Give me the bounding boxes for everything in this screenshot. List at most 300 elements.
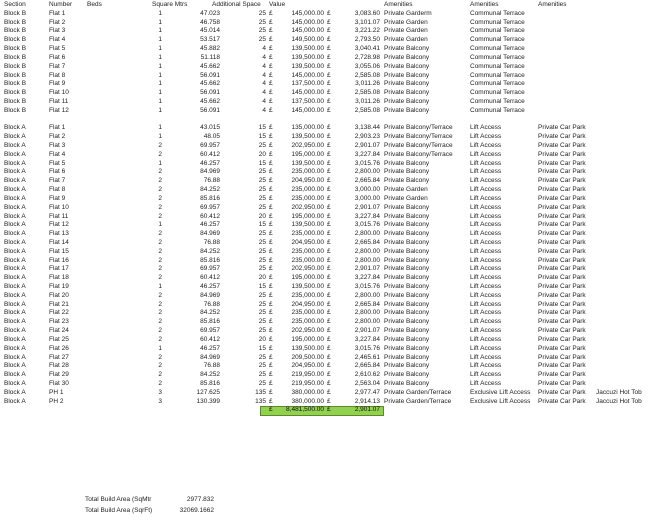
cell-amenity-1: Private Balcony	[384, 379, 430, 387]
cell-additional-space: 25	[258, 362, 266, 370]
table-row	[4, 45, 646, 54]
table-row	[4, 301, 646, 310]
table-row	[4, 160, 646, 169]
cell-amenity-3: Private Car Park	[538, 397, 586, 405]
cell-additional-space: 4	[262, 45, 266, 53]
cell-beds: 2	[158, 274, 162, 282]
cell-beds: 1	[158, 80, 162, 88]
currency-symbol: £	[269, 291, 273, 299]
cell-amenity-1: Private Balcony	[384, 283, 430, 290]
cell-square-mtrs: 130.399	[196, 397, 220, 405]
cell-price-per-sqm: 2,728.98	[354, 53, 380, 61]
cell-amenity-1: Private Balcony	[384, 238, 430, 246]
cell-number: Flat 7	[49, 62, 66, 70]
cell-square-mtrs: 127.625	[196, 388, 220, 396]
cell-price-per-sqm: 3,083.60	[354, 9, 380, 17]
cell-value: 209,500.00	[291, 353, 324, 361]
cell-beds: 1	[158, 97, 162, 105]
cell-additional-space: 4	[262, 53, 266, 61]
cell-square-mtrs: 46.257	[200, 221, 220, 229]
currency-symbol: £	[327, 379, 331, 387]
cell-amenity-1: Private Balcony	[384, 327, 430, 335]
cell-number: Flat 11	[49, 97, 69, 105]
cell-number: Flat 23	[49, 318, 69, 326]
cell-section: Block A	[4, 142, 26, 149]
currency-symbol: £	[269, 133, 273, 141]
cell-value: 139,500.00	[291, 344, 324, 352]
table-row	[4, 327, 646, 336]
cell-section: Block A	[4, 353, 26, 361]
cell-number: Flat 10	[49, 89, 69, 97]
cell-section: Block B	[4, 53, 27, 61]
currency-symbol: £	[269, 168, 273, 176]
currency-symbol: £	[327, 36, 331, 44]
cell-beds: 1	[158, 71, 162, 79]
cell-amenity-1: Private Garden	[384, 186, 428, 194]
table-row	[4, 19, 646, 28]
currency-symbol: £	[327, 212, 331, 220]
header-beds: Beds	[87, 1, 102, 8]
cell-section: Block A	[4, 371, 26, 379]
cell-beds: 2	[158, 247, 162, 255]
cell-beds: 1	[158, 45, 162, 53]
cell-section: Block A	[4, 150, 26, 158]
cell-value: 219,950.00	[291, 379, 324, 387]
cell-value: 135,000.00	[291, 124, 324, 132]
cell-amenity-2: Lift Access	[470, 335, 502, 343]
cell-section: Block A	[4, 309, 26, 317]
cell-section: Block A	[4, 221, 26, 229]
cell-price-per-sqm: 2,585.08	[354, 106, 380, 114]
cell-number: Flat 16	[49, 256, 69, 264]
cell-price-per-sqm: 2,585.08	[354, 71, 380, 79]
cell-beds: 2	[158, 142, 162, 149]
summary-label-sqft: Total Build Area (SqrFt)	[85, 507, 153, 514]
currency-symbol: £	[269, 124, 273, 132]
table-row	[4, 107, 646, 116]
cell-number: Flat 28	[49, 362, 69, 370]
cell-square-mtrs: 69.957	[200, 327, 220, 335]
cell-value: 204,950.00	[291, 177, 324, 185]
currency-symbol: £	[327, 335, 331, 343]
currency-symbol: £	[269, 388, 273, 396]
currency-symbol: £	[269, 106, 273, 114]
cell-additional-space: 25	[258, 168, 266, 176]
cell-additional-space: 25	[258, 300, 266, 308]
table-row	[4, 186, 646, 195]
cell-number: Flat 24	[49, 327, 69, 335]
cell-square-mtrs: 60.412	[200, 212, 220, 220]
cell-additional-space: 135	[255, 388, 266, 396]
currency-symbol: £	[269, 283, 273, 290]
cell-number: Flat 13	[49, 230, 69, 238]
currency-symbol: £	[327, 159, 331, 167]
cell-value: 235,000.00	[291, 186, 324, 194]
cell-square-mtrs: 53.517	[200, 36, 220, 44]
cell-square-mtrs: 85.816	[200, 194, 220, 202]
cell-amenity-3: Private Car Park	[538, 194, 586, 202]
cell-square-mtrs: 84.969	[200, 230, 220, 238]
table-row	[4, 151, 646, 160]
cell-beds: 2	[158, 379, 162, 387]
cell-additional-space: 25	[258, 291, 266, 299]
cell-section: Block B	[4, 27, 27, 35]
cell-amenity-3: Private Car Park	[538, 388, 586, 396]
cell-amenity-1: Private Balcony	[384, 203, 430, 211]
cell-square-mtrs: 60.412	[200, 274, 220, 282]
cell-beds: 2	[158, 335, 162, 343]
cell-amenity-2: Communal Terrace	[470, 89, 525, 97]
cell-amenity-2: Lift Access	[470, 247, 502, 255]
cell-value: 139,500.00	[291, 133, 324, 141]
cell-number: Flat 4	[49, 150, 66, 158]
cell-section: Block A	[4, 283, 26, 290]
cell-section: Block A	[4, 212, 26, 220]
cell-section: Block A	[4, 388, 26, 396]
cell-price-per-sqm: 3,227.84	[354, 212, 380, 220]
currency-symbol: £	[327, 353, 331, 361]
currency-symbol: £	[327, 62, 331, 70]
cell-value: 235,000.00	[291, 309, 324, 317]
cell-additional-space: 25	[258, 371, 266, 379]
cell-square-mtrs: 60.412	[200, 335, 220, 343]
cell-additional-space: 25	[258, 247, 266, 255]
cell-section: Block B	[4, 80, 27, 88]
table-row	[4, 248, 646, 257]
block-b-rows	[4, 10, 646, 116]
cell-number: Flat 9	[49, 194, 66, 202]
currency-symbol: £	[269, 318, 273, 326]
cell-square-mtrs: 48.05	[203, 133, 220, 141]
cell-amenity-1: Private Balcony	[384, 89, 430, 97]
cell-section: Block A	[4, 327, 26, 335]
cell-section: Block A	[4, 256, 26, 264]
cell-price-per-sqm: 2,665.84	[354, 362, 380, 370]
cell-value: 380,000.00	[291, 388, 324, 396]
cell-amenity-1: Private Balcony	[384, 309, 430, 317]
currency-symbol: £	[269, 274, 273, 282]
currency-symbol: £	[327, 71, 331, 79]
currency-symbol: £	[327, 406, 331, 414]
cell-square-mtrs: 84.252	[200, 371, 220, 379]
cell-number: Flat 6	[49, 168, 66, 176]
cell-beds: 2	[158, 212, 162, 220]
cell-beds: 1	[158, 53, 162, 61]
cell-price-per-sqm: 2,610.62	[354, 371, 380, 379]
table-row	[4, 98, 646, 107]
cell-number: Flat 30	[49, 379, 69, 387]
cell-value: 202,950.00	[291, 265, 324, 273]
table-row	[4, 54, 646, 63]
cell-amenity-3: Private Car Park	[538, 203, 586, 211]
cell-amenity-2: Lift Access	[470, 371, 502, 379]
cell-section: Block A	[4, 186, 26, 194]
cell-beds: 2	[158, 203, 162, 211]
cell-number: Flat 3	[49, 142, 66, 149]
cell-amenity-1: Private Balcony/Terrace	[384, 150, 453, 158]
cell-amenity-1: Private Balcony	[384, 318, 430, 326]
cell-section: Block B	[4, 45, 27, 53]
cell-additional-space: 25	[258, 186, 266, 194]
cell-additional-space: 25	[258, 318, 266, 326]
cell-square-mtrs: 85.816	[200, 256, 220, 264]
cell-value: 235,000.00	[291, 168, 324, 176]
cell-beds: 1	[158, 221, 162, 229]
table-row	[4, 309, 646, 318]
cell-square-mtrs: 46.257	[200, 283, 220, 290]
cell-additional-space: 25	[258, 265, 266, 273]
currency-symbol: £	[327, 300, 331, 308]
cell-amenity-1: Private Balcony	[384, 212, 430, 220]
currency-symbol: £	[269, 142, 273, 149]
currency-symbol: £	[327, 327, 331, 335]
cell-number: Flat 7	[49, 177, 66, 185]
cell-amenity-1: Private Balcony	[384, 371, 430, 379]
table-row	[4, 63, 646, 72]
cell-price-per-sqm: 3,040.41	[354, 45, 380, 53]
currency-symbol: £	[269, 247, 273, 255]
cell-value: 235,000.00	[291, 194, 324, 202]
cell-value: 195,000.00	[291, 212, 324, 220]
cell-amenity-2: Lift Access	[470, 309, 502, 317]
cell-amenity-3: Private Car Park	[538, 327, 586, 335]
cell-section: Block A	[4, 335, 26, 343]
cell-amenity-3: Private Car Park	[538, 150, 586, 158]
cell-value: 235,000.00	[291, 318, 324, 326]
cell-section: Block A	[4, 362, 26, 370]
cell-amenity-1: Private Balcony	[384, 291, 430, 299]
cell-number: Flat 12	[49, 221, 69, 229]
cell-value: 195,000.00	[291, 335, 324, 343]
cell-square-mtrs: 47.023	[200, 9, 220, 17]
cell-beds: 1	[158, 62, 162, 70]
currency-symbol: £	[269, 159, 273, 167]
cell-beds: 1	[158, 36, 162, 44]
total-row	[4, 406, 646, 415]
cell-amenity-1: Private Balcony	[384, 335, 430, 343]
currency-symbol: £	[269, 353, 273, 361]
cell-price-per-sqm: 2,914.13	[354, 397, 380, 405]
cell-amenity-2: Lift Access	[470, 186, 502, 194]
table-row	[4, 230, 646, 239]
cell-beds: 3	[158, 388, 162, 396]
cell-number: Flat 14	[49, 238, 69, 246]
cell-amenity-1: Private Balcony	[384, 265, 430, 273]
table-row	[4, 292, 646, 301]
currency-symbol: £	[269, 27, 273, 35]
cell-additional-space: 25	[258, 18, 266, 26]
cell-amenity-3: Private Car Park	[538, 300, 586, 308]
cell-price-per-sqm: 2,665.84	[354, 177, 380, 185]
cell-price-per-sqm: 2,901.07	[354, 203, 380, 211]
cell-amenity-3: Private Car Park	[538, 379, 586, 387]
cell-price-per-sqm: 3,101.07	[354, 18, 380, 26]
cell-value: 139,500.00	[291, 62, 324, 70]
cell-price-per-sqm: 2,977.47	[354, 388, 380, 396]
currency-symbol: £	[269, 397, 273, 405]
cell-amenity-3: Private Car Park	[538, 133, 586, 141]
cell-amenity-2: Communal Terrace	[470, 18, 525, 26]
cell-amenity-3: Private Car Park	[538, 274, 586, 282]
cell-amenity-1: Private Garden/Terrace	[384, 388, 452, 396]
cell-number: Flat 8	[49, 71, 66, 79]
currency-symbol: £	[327, 309, 331, 317]
cell-amenity-3: Private Car Park	[538, 124, 586, 132]
cell-price-per-sqm: 2,800.00	[354, 291, 380, 299]
currency-symbol: £	[269, 53, 273, 61]
table-row	[4, 265, 646, 274]
cell-value: 145,000.00	[291, 71, 324, 79]
cell-beds: 2	[158, 238, 162, 246]
cell-section: Block A	[4, 291, 26, 299]
header-amenities-3: Amenities	[538, 1, 567, 8]
cell-value: 202,950.00	[291, 327, 324, 335]
cell-section: Block A	[4, 300, 26, 308]
cell-amenity-2: Lift Access	[470, 159, 502, 167]
cell-value: 195,000.00	[291, 274, 324, 282]
currency-symbol: £	[269, 379, 273, 387]
cell-additional-space: 20	[258, 212, 266, 220]
cell-amenity-2: Lift Access	[470, 221, 502, 229]
cell-section: Block A	[4, 238, 26, 246]
currency-symbol: £	[327, 344, 331, 352]
cell-amenity-2: Lift Access	[470, 230, 502, 238]
cell-beds: 2	[158, 177, 162, 185]
cell-square-mtrs: 45.662	[200, 62, 220, 70]
currency-symbol: £	[269, 212, 273, 220]
cell-amenity-2: Communal Terrace	[470, 36, 525, 44]
cell-amenity-1: Private Balcony/Terrace	[384, 133, 453, 141]
cell-section: Block A	[4, 344, 26, 352]
cell-beds: 1	[158, 106, 162, 114]
cell-additional-space: 25	[258, 9, 266, 17]
currency-symbol: £	[327, 256, 331, 264]
cell-section: Block A	[4, 203, 26, 211]
cell-amenity-3: Private Car Park	[538, 344, 586, 352]
cell-value: 195,000.00	[291, 150, 324, 158]
cell-section: Block A	[4, 159, 26, 167]
cell-amenity-2: Lift Access	[470, 327, 502, 335]
cell-square-mtrs: 56.091	[200, 106, 220, 114]
cell-additional-space: 15	[258, 283, 266, 290]
cell-amenity-3: Private Car Park	[538, 142, 586, 149]
cell-price-per-sqm: 2,665.84	[354, 300, 380, 308]
cell-amenity-1: Private Garderm	[384, 9, 432, 17]
total-value: 8,481,500.00	[286, 406, 324, 414]
cell-section: Block B	[4, 62, 27, 70]
cell-amenity-1: Private Balcony	[384, 362, 430, 370]
currency-symbol: £	[327, 265, 331, 273]
cell-number: Flat 18	[49, 274, 69, 282]
table-row	[4, 36, 646, 45]
currency-symbol: £	[327, 203, 331, 211]
table-row	[4, 257, 646, 266]
cell-beds: 2	[158, 309, 162, 317]
cell-price-per-sqm: 3,055.06	[354, 62, 380, 70]
cell-section: Block A	[4, 230, 26, 238]
currency-symbol: £	[327, 291, 331, 299]
cell-price-per-sqm: 2,901.07	[354, 142, 380, 149]
currency-symbol: £	[269, 327, 273, 335]
cell-square-mtrs: 46.758	[200, 18, 220, 26]
currency-symbol: £	[269, 221, 273, 229]
cell-additional-space: 25	[258, 177, 266, 185]
table-row	[4, 274, 646, 283]
currency-symbol: £	[327, 168, 331, 176]
cell-amenity-1: Private Balcony	[384, 300, 430, 308]
cell-additional-space: 4	[262, 97, 266, 105]
cell-value: 202,950.00	[291, 142, 324, 149]
cell-section: Block B	[4, 36, 27, 44]
cell-amenity-2: Exclusive Lift Access	[470, 397, 531, 405]
cell-price-per-sqm: 3,015.76	[354, 159, 380, 167]
currency-symbol: £	[269, 256, 273, 264]
cell-number: Flat 29	[49, 371, 69, 379]
cell-section: Block A	[4, 274, 26, 282]
currency-symbol: £	[327, 89, 331, 97]
cell-price-per-sqm: 2,465.61	[354, 353, 380, 361]
cell-value: 145,000.00	[291, 89, 324, 97]
cell-value: 204,950.00	[291, 362, 324, 370]
cell-value: 380,000.00	[291, 397, 324, 405]
cell-value: 204,950.00	[291, 238, 324, 246]
cell-square-mtrs: 85.816	[200, 318, 220, 326]
cell-section: Block A	[4, 177, 26, 185]
table-row	[4, 213, 646, 222]
cell-amenity-3: Private Car Park	[538, 238, 586, 246]
table-row	[4, 371, 646, 380]
cell-amenity-2: Communal Terrace	[470, 53, 525, 61]
table-row	[4, 354, 646, 363]
currency-symbol: £	[269, 80, 273, 88]
cell-amenity-2: Lift Access	[470, 318, 502, 326]
cell-value: 145,000.00	[291, 18, 324, 26]
cell-square-mtrs: 45.662	[200, 97, 220, 105]
cell-section: Block B	[4, 18, 27, 26]
cell-section: Block A	[4, 194, 26, 202]
cell-price-per-sqm: 2,563.04	[354, 379, 380, 387]
currency-symbol: £	[269, 89, 273, 97]
spreadsheet	[4, 1, 646, 415]
cell-square-mtrs: 56.091	[200, 71, 220, 79]
cell-amenity-1: Private Balcony	[384, 106, 430, 114]
table-row	[4, 380, 646, 389]
cell-square-mtrs: 46.257	[200, 344, 220, 352]
table-row	[4, 239, 646, 248]
total-per-sqm: 2,901.07	[354, 406, 380, 414]
table-row	[4, 398, 646, 407]
cell-section: Block A	[4, 379, 26, 387]
cell-amenity-1: Private Balcony/Terrace	[384, 124, 453, 132]
cell-price-per-sqm: 2,800.00	[354, 247, 380, 255]
cell-amenity-2: Communal Terrace	[470, 80, 525, 88]
cell-value: 235,000.00	[291, 256, 324, 264]
cell-square-mtrs: 84.252	[200, 247, 220, 255]
summary-row-sqft	[4, 505, 304, 516]
table-row	[4, 204, 646, 213]
cell-additional-space: 4	[262, 89, 266, 97]
cell-amenity-1: Private Garden	[384, 18, 428, 26]
cell-beds: 2	[158, 230, 162, 238]
currency-symbol: £	[269, 371, 273, 379]
cell-value: 145,000.00	[291, 9, 324, 17]
cell-section: Block A	[4, 397, 26, 405]
cell-beds: 2	[158, 256, 162, 264]
header-section: Section	[4, 1, 26, 8]
cell-price-per-sqm: 3,227.84	[354, 335, 380, 343]
summary-value-sqm: 2977.832	[186, 496, 214, 503]
cell-square-mtrs: 45.882	[200, 45, 220, 53]
